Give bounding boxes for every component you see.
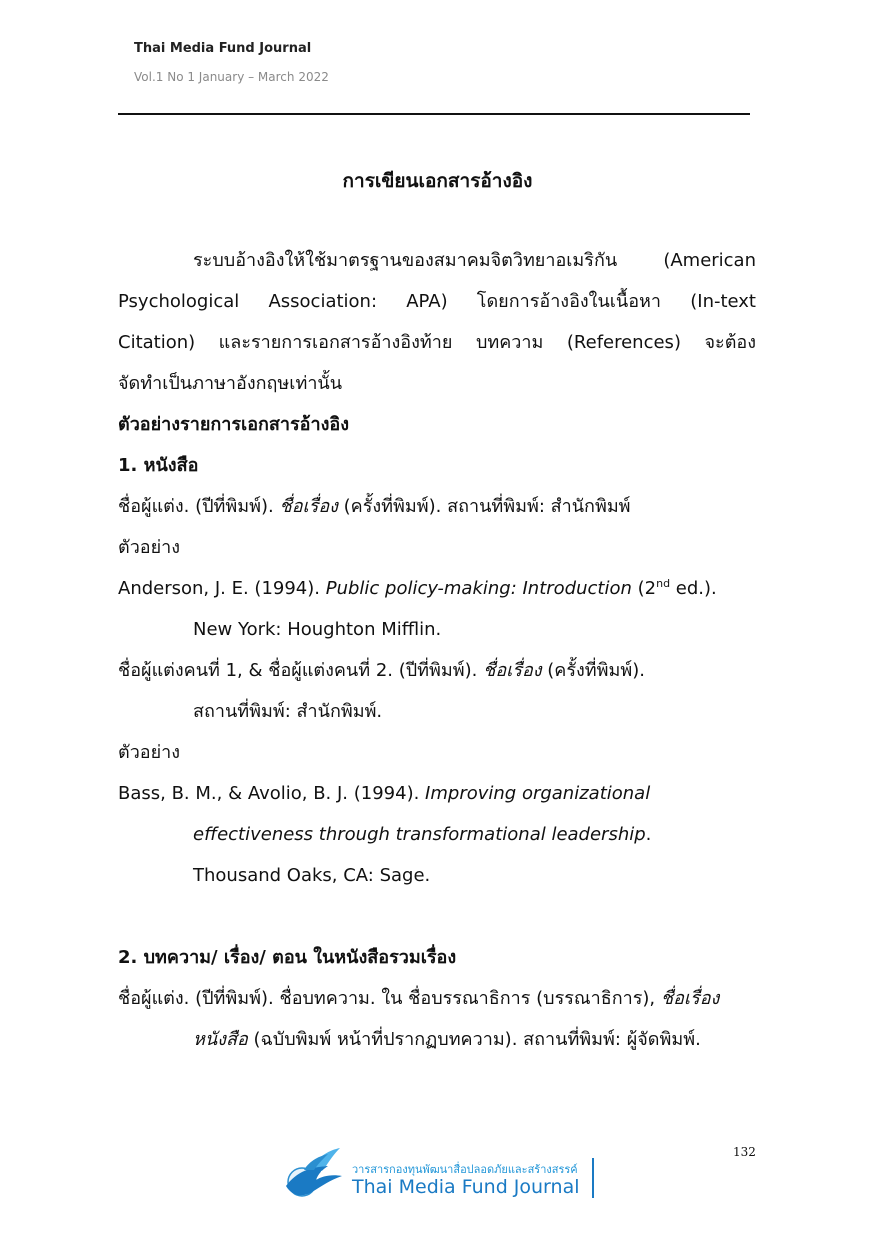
example-reference-anderson: Anderson, J. E. (1994). Public policy-making: Introduction (2nd ed.). <box>118 577 717 599</box>
examples-heading: ตัวอย่างรายการเอกสารอ้างอิง <box>118 414 349 435</box>
logo-english-text: Thai Media Fund Journal <box>352 1176 580 1198</box>
example-reference-bass-cont: effectiveness through transformational leadership. <box>193 824 652 845</box>
section-2-heading: 2. บทความ/ เรื่อง/ ตอน ในหนังสือรวมเรื่อง <box>118 947 457 968</box>
intro-line-4: จัดทำเป็นภาษาอังกฤษเท่านั้น <box>118 373 343 394</box>
intro-line-2: Psychological Association: APA) โดยการอ้างอิงในเนื้อหา (In-text <box>118 291 756 312</box>
intro-line-3: Citation) และรายการเอกสารอ้างอิงท้าย บทความ (References) จะต้อง <box>118 332 756 353</box>
example-reference-anderson-cont: New York: Houghton Mifflin. <box>193 619 442 640</box>
page-title: การเขียนเอกสารอ้างอิง <box>342 170 533 192</box>
header-divider <box>118 113 750 115</box>
logo-thai-text: วารสารกองทุนพัฒนาสื่อปลอดภัยและสร้างสรรค์ <box>352 1163 578 1176</box>
issue-info: Vol.1 No 1 January – March 2022 <box>134 70 329 84</box>
example-label-2: ตัวอย่าง <box>118 742 181 763</box>
page-number: 132 <box>733 1145 756 1159</box>
two-author-format: ชื่อผู้แต่งคนที่ 1, & ชื่อผู้แต่งคนที่ 2. (ปีที่พิมพ์). ชื่อเรื่อง (ครั้งที่พิมพ์). <box>118 660 646 681</box>
example-label: ตัวอย่าง <box>118 537 181 558</box>
example-reference-bass-publisher: Thousand Oaks, CA: Sage. <box>193 865 431 886</box>
intro-line-1: ระบบอ้างอิงให้ใช้มาตรฐานของสมาคมจิตวิทยาอเมริกัน (American <box>193 250 756 271</box>
example-reference-bass: Bass, B. M., & Avolio, B. J. (1994). Improving organizational <box>118 783 651 804</box>
chapter-format: ชื่อผู้แต่ง. (ปีที่พิมพ์). ชื่อบทความ. ใน ชื่อบรรณาธิการ (บรรณาธิการ), ชื่อเรื่อง <box>118 988 720 1009</box>
logo-divider <box>592 1158 594 1198</box>
section-1-heading: 1. หนังสือ <box>118 455 199 476</box>
journal-name: Thai Media Fund Journal <box>134 41 312 56</box>
book-format: ชื่อผู้แต่ง. (ปีที่พิมพ์). ชื่อเรื่อง (ครั้งที่พิมพ์). สถานที่พิมพ์: สำนักพิมพ์ <box>118 496 631 517</box>
two-author-format-cont: สถานที่พิมพ์: สำนักพิมพ์. <box>193 701 383 722</box>
chapter-format-cont: หนังสือ (ฉบับพิมพ์ หน้าที่ปรากฏบทความ). สถานที่พิมพ์: ผู้จัดพิมพ์. <box>193 1029 701 1050</box>
dove-logo-icon <box>282 1146 346 1204</box>
